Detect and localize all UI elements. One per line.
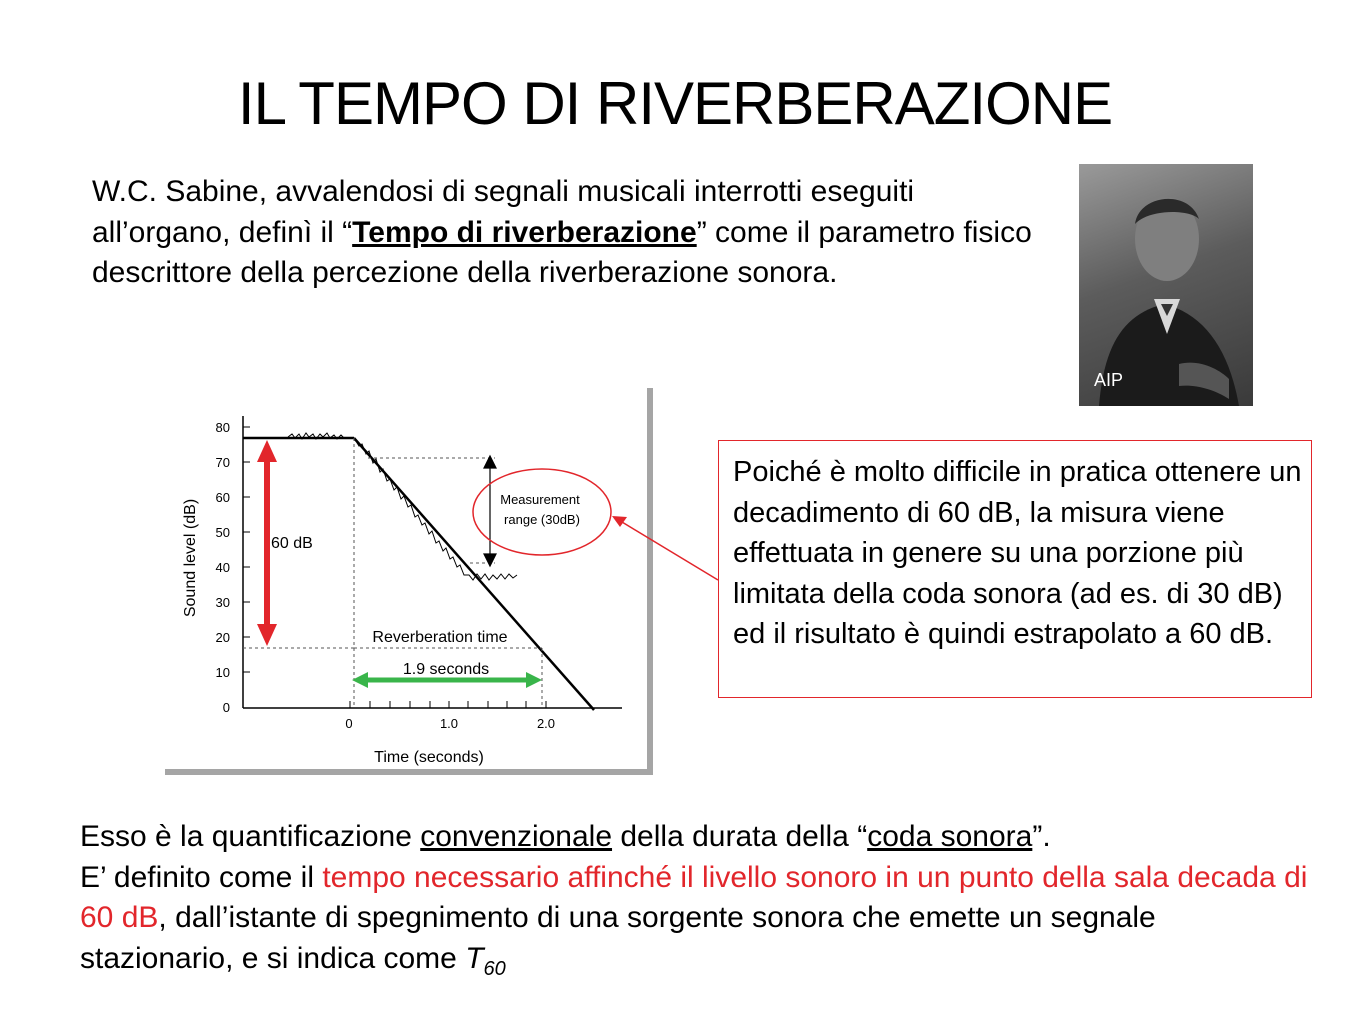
def-s1-a: Esso è la quantificazione: [80, 820, 421, 853]
measurement-label-2: range (30dB): [504, 512, 580, 527]
measurement-label-1: Measurement: [500, 492, 580, 507]
x-tick-0: 0: [345, 716, 353, 731]
intro-highlight: Tempo di riverberazione: [352, 215, 697, 249]
reverberation-diagram: [150, 388, 653, 775]
y-tick-marks: [243, 427, 250, 672]
sabine-portrait: [1079, 164, 1253, 406]
def-coda-sonora: coda sonora: [867, 820, 1033, 853]
y-tick-20: 20: [215, 630, 230, 645]
callout-text: Poiché è molto difficile in pratica ottenere un decadimento di 60 dB, la misura viene effettuata in genere su una porzione più limitata della coda sonora (ad es. di 30 dB) ed il risultato è quindi estrapolato a 60 dB.: [733, 456, 1302, 650]
reverberation-figure: [150, 388, 653, 775]
y-tick-50: 50: [215, 525, 230, 540]
x-tick-1: 1.0: [439, 716, 459, 731]
intro-text-1: W.C. Sabine, avvalendosi di segnali musicali interrotti eseguiti all’organo, definì il “: [92, 175, 915, 249]
x-axis-label: Time (seconds): [374, 749, 484, 766]
y-tick-70: 70: [215, 455, 230, 470]
callout-box: [718, 440, 1312, 698]
def-red-highlight: tempo necessario affinché il livello sonoro in un punto della sala decada di 60 dB: [80, 860, 1308, 934]
label-60db: 60 dB: [271, 535, 313, 552]
slide-title: IL TEMPO DI RIVERBERAZIONE: [237, 70, 1113, 137]
def-s2-a: E’ definito come il: [80, 860, 323, 894]
y-tick-40: 40: [215, 560, 230, 575]
t60-symbol: [465, 941, 506, 980]
def-s1-c: ”.: [1032, 820, 1051, 853]
def-s1-b: della durata della “: [612, 820, 868, 853]
x-tick-marks: [350, 701, 546, 708]
def-s2-b: , dall’istante di spegnimento di una sorgente sonora che emette un segnale stazionario, e si indica come: [80, 901, 1156, 975]
y-tick-80: 80: [215, 420, 230, 435]
y-tick-0: 0: [222, 700, 230, 715]
figure-shadow-bottom: [165, 769, 653, 775]
t60-sub: 60: [483, 957, 506, 980]
figure-shadow-right: [647, 388, 653, 775]
intro-paragraph: [92, 172, 1052, 294]
y-axis-label: Sound level (dB): [182, 498, 199, 618]
reverb-time-label: Reverberation time: [372, 629, 508, 646]
measurement-arrow: [484, 456, 496, 566]
t60-main: T: [465, 941, 484, 975]
y-tick-10: 10: [215, 665, 230, 680]
photo-credit: AIP: [1094, 370, 1124, 390]
def-convenzionale: convenzionale: [420, 820, 613, 853]
intro-text-2: ” come il parametro fisico descrittore della percezione della riverberazione sonora.: [92, 215, 1032, 289]
y-tick-30: 30: [215, 595, 230, 610]
x-tick-2: 2.0: [536, 716, 556, 731]
y-tick-60: 60: [215, 490, 230, 505]
seconds-label: 1.9 seconds: [402, 661, 490, 678]
definition-paragraph: [80, 817, 1310, 989]
